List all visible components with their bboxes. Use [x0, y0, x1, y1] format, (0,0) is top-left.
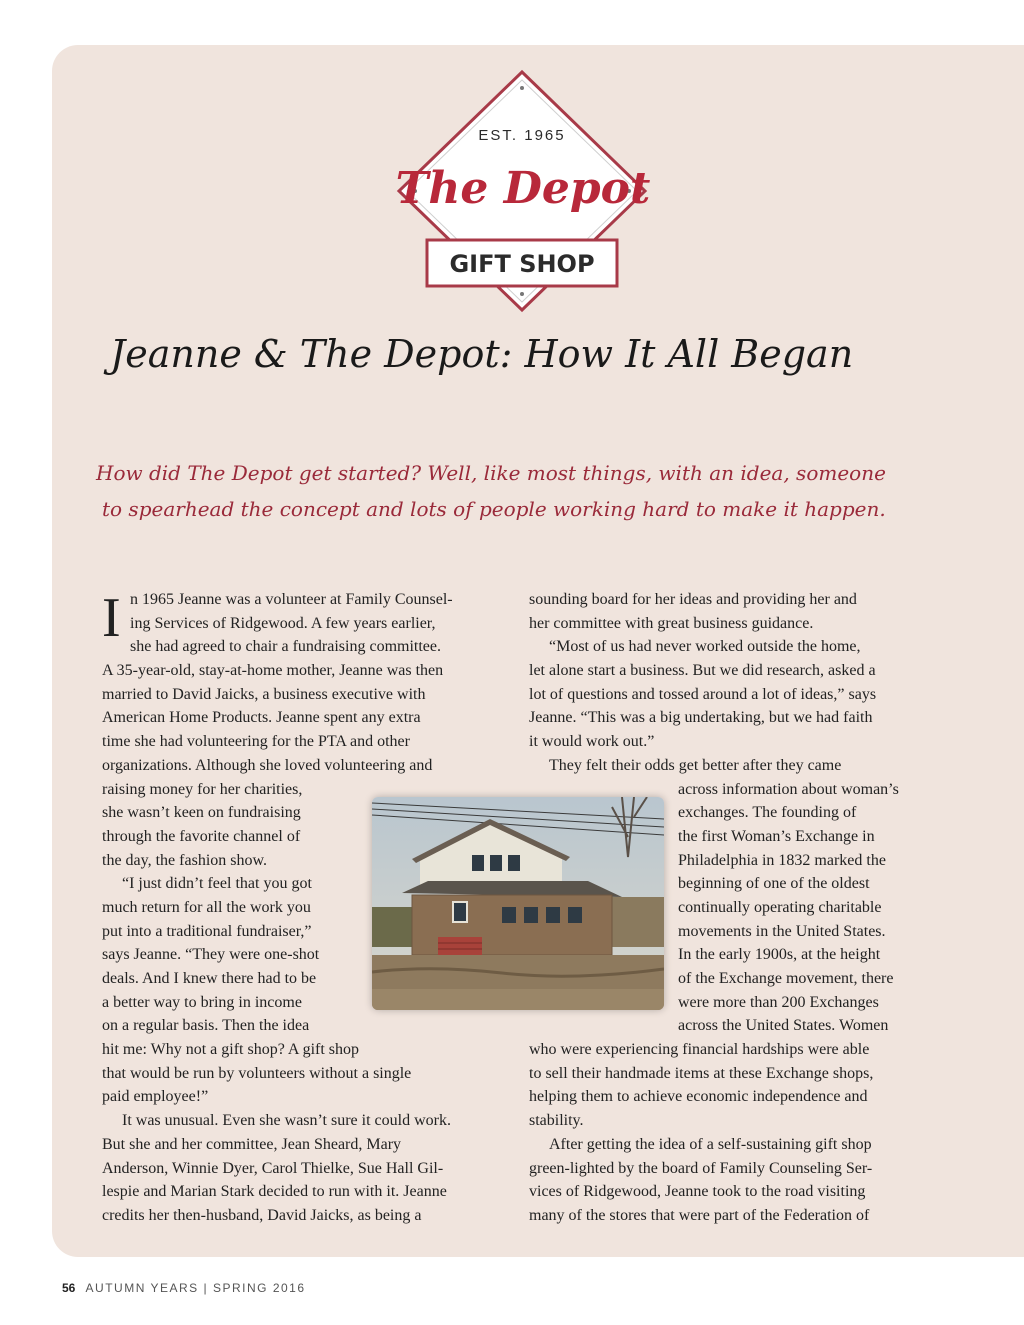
text-line: In the early 1900s, at the height: [678, 946, 881, 964]
text-line: hit me: Why not a gift shop? A gift shop: [102, 1041, 360, 1059]
text-line: Jeanne. “This was a big undertaking, but we had faith: [529, 709, 873, 727]
text-line: credits her then-husband, David Jaicks, as being a: [102, 1206, 422, 1224]
text-line: green-lighted by the board of Family Counseling Ser-: [529, 1159, 873, 1177]
text-line: on a regular basis. Then the idea: [102, 1017, 310, 1035]
text-line: helping them to achieve economic independence and: [529, 1088, 868, 1106]
text-line: across information about woman’s: [678, 780, 899, 798]
drop-cap: I: [102, 587, 121, 649]
logo-name-text: The Depot: [395, 163, 651, 214]
text-line: to sell their handmade items at these Exchange shops,: [529, 1064, 874, 1082]
text-line: continually operating charitable: [678, 898, 882, 916]
logo-est-text: EST. 1965: [478, 127, 566, 144]
text-line: lot of questions and tossed around a lot of ideas,” says: [529, 685, 877, 703]
publication-name: AUTUMN YEARS: [85, 1281, 199, 1295]
article-subtitle: [96, 455, 916, 527]
text-line: through the favorite channel of: [102, 827, 301, 845]
text-line: organizations. Although she loved volunteering and: [102, 756, 433, 774]
text-line: were more than 200 Exchanges: [678, 993, 879, 1011]
text-line: she wasn’t keen on fundraising: [102, 804, 301, 822]
subtitle-line: to spearhead the concept and lots of people working hard to make it happen.: [102, 497, 886, 521]
text-line: of the Exchange movement, there: [678, 970, 894, 987]
text-line: beginning of one of the oldest: [678, 875, 870, 893]
text-line: n 1965 Jeanne was a volunteer at Family Counsel-: [130, 591, 453, 608]
text-line: says Jeanne. “They were one-shot: [102, 946, 320, 964]
text-line: raising money for her charities,: [102, 780, 303, 798]
text-line: across the United States. Women: [678, 1017, 889, 1035]
text-line: Anderson, Winnie Dyer, Carol Thielke, Sue Hall Gil-: [102, 1159, 444, 1177]
text-line: movements in the United States.: [678, 922, 886, 940]
text-line: many of the stores that were part of the Federation of: [529, 1206, 870, 1224]
issue-name: SPRING 2016: [212, 1281, 306, 1295]
article-title: Jeanne & The Depot: How It All Began: [110, 332, 854, 376]
text-line: married to David Jaicks, a business executive with: [102, 685, 426, 703]
depot-logo: [393, 68, 651, 314]
text-line: lespie and Marian Stark decided to run with it. Jeanne: [102, 1183, 447, 1201]
page-number: 56: [62, 1281, 76, 1295]
text-line: deals. And I knew there had to be: [102, 970, 317, 987]
text-line: They felt their odds get better after they came: [549, 756, 842, 774]
text-line: But she and her committee, Jean Sheard, Mary: [102, 1135, 402, 1153]
text-line: A 35-year-old, stay-at-home mother, Jeanne was then: [102, 662, 444, 680]
text-line: American Home Products. Jeanne spent any extra: [102, 709, 421, 727]
logo-label-text: GIFT SHOP: [449, 250, 595, 278]
text-line: It was unusual. Even she wasn’t sure it could work.: [122, 1112, 451, 1130]
text-line: much return for all the work you: [102, 898, 311, 916]
text-line: that would be run by volunteers without a single: [102, 1064, 412, 1082]
text-line: “I just didn’t feel that you got: [122, 875, 312, 893]
footer-separator: |: [203, 1281, 209, 1295]
text-line: “Most of us had never worked outside the home,: [549, 638, 861, 656]
text-line: paid employee!”: [102, 1088, 209, 1106]
text-line: a better way to bring in income: [102, 993, 302, 1011]
text-line: Philadelphia in 1832 marked the: [678, 851, 886, 869]
text-line: ing Services of Ridgewood. A few years earlier,: [130, 614, 436, 632]
text-line: it would work out.”: [529, 733, 655, 751]
text-line: exchanges. The founding of: [678, 804, 857, 822]
text-line: vices of Ridgewood, Jeanne took to the road visiting: [529, 1183, 866, 1201]
text-line: time she had volunteering for the PTA and other: [102, 733, 410, 751]
text-line: sounding board for her ideas and providing her and: [529, 591, 857, 608]
text-line: let alone start a business. But we did research, asked a: [529, 662, 876, 680]
text-line: put into a traditional fundraiser,”: [102, 922, 312, 940]
text-line: the day, the fashion show.: [102, 851, 267, 869]
subtitle-line: How did The Depot get started? Well, like most things, with an idea, someone: [96, 461, 886, 485]
text-line: who were experiencing financial hardships were able: [529, 1041, 870, 1059]
house-photo: [372, 797, 664, 1010]
text-line: After getting the idea of a self-sustaining gift shop: [549, 1135, 872, 1153]
text-line: the first Woman’s Exchange in: [678, 827, 875, 845]
text-line: stability.: [529, 1112, 584, 1130]
text-line: her committee with great business guidance.: [529, 614, 814, 632]
page-footer: [62, 1281, 306, 1295]
text-line: she had agreed to chair a fundraising committee.: [130, 638, 441, 656]
